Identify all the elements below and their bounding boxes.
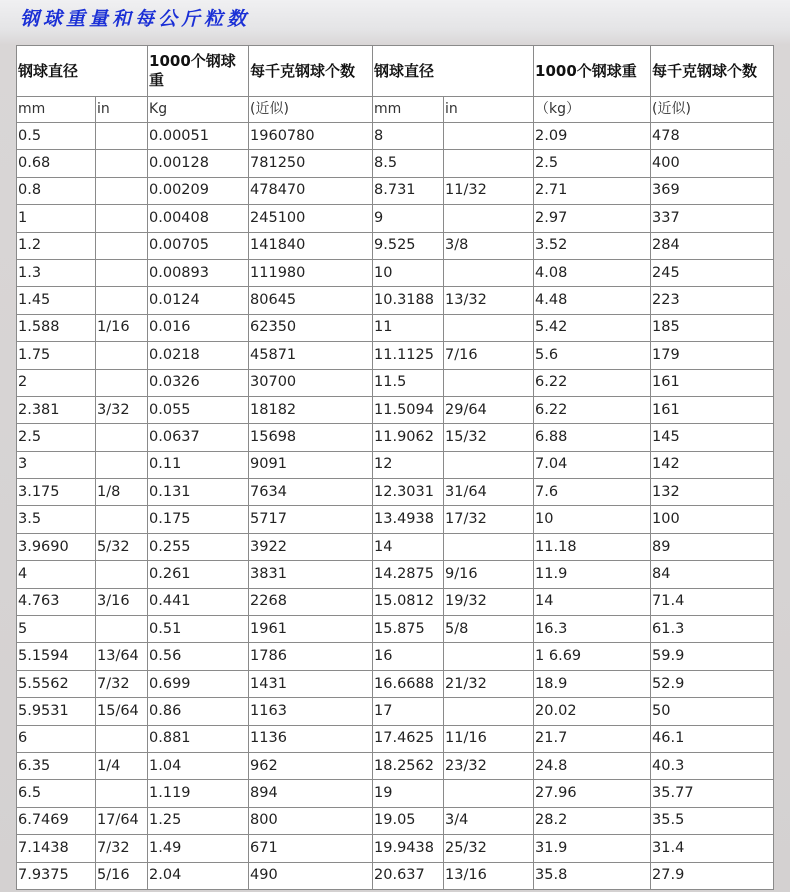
table-cell: 16.3: [534, 616, 651, 643]
table-cell: 478470: [249, 177, 373, 204]
unit-cell: (近似): [651, 97, 774, 123]
table-cell: 671: [249, 835, 373, 862]
table-cell: 284: [651, 232, 774, 259]
table-cell: 1.25: [148, 807, 249, 834]
table-cell: 0.5: [17, 123, 96, 150]
table-cell: 223: [651, 287, 774, 314]
table-cell: 13/32: [444, 287, 534, 314]
table-cell: 3831: [249, 561, 373, 588]
table-row: [17, 835, 774, 862]
table-cell: [444, 123, 534, 150]
table-cell: 0.0124: [148, 287, 249, 314]
table-cell: 185: [651, 314, 774, 341]
table-row: [17, 561, 774, 588]
table-cell: 0.51: [148, 616, 249, 643]
table-cell: 1/4: [96, 752, 148, 779]
table-cell: 1/16: [96, 314, 148, 341]
table-cell: [96, 205, 148, 232]
table-cell: [96, 342, 148, 369]
table-row: [17, 862, 774, 889]
table-cell: 46.1: [651, 725, 774, 752]
table-cell: [444, 150, 534, 177]
table-cell: 161: [651, 369, 774, 396]
table-cell: 30700: [249, 369, 373, 396]
table-row: [17, 725, 774, 752]
table-cell: 179: [651, 342, 774, 369]
table-cell: [96, 780, 148, 807]
table-cell: 0.00705: [148, 232, 249, 259]
table-cell: 27.96: [534, 780, 651, 807]
table-cell: [96, 232, 148, 259]
table-cell: 0.00209: [148, 177, 249, 204]
table-cell: 0.56: [148, 643, 249, 670]
table-cell: [96, 123, 148, 150]
table-cell: 35.5: [651, 807, 774, 834]
table-cell: 59.9: [651, 643, 774, 670]
table-cell: 7.9375: [17, 862, 96, 889]
table-cell: 0.00051: [148, 123, 249, 150]
table-cell: 17: [373, 698, 444, 725]
table-cell: 4.08: [534, 259, 651, 286]
table-cell: 490: [249, 862, 373, 889]
table-cell: 1.75: [17, 342, 96, 369]
table-cell: 962: [249, 752, 373, 779]
table-row: [17, 533, 774, 560]
table-cell: 3.175: [17, 479, 96, 506]
table-cell: 0.055: [148, 396, 249, 423]
table-cell: 8.731: [373, 177, 444, 204]
table-cell: [96, 177, 148, 204]
table-cell: 800: [249, 807, 373, 834]
table-cell: [96, 259, 148, 286]
table-cell: 40.3: [651, 752, 774, 779]
table-cell: [444, 259, 534, 286]
table-cell: 5.42: [534, 314, 651, 341]
table-cell: 13/64: [96, 643, 148, 670]
table-cell: [444, 698, 534, 725]
table-cell: 3.5: [17, 506, 96, 533]
table-cell: 11/32: [444, 177, 534, 204]
table-cell: 15/64: [96, 698, 148, 725]
table-cell: 15698: [249, 424, 373, 451]
table-cell: 13.4938: [373, 506, 444, 533]
table-cell: 9.525: [373, 232, 444, 259]
table-cell: 29/64: [444, 396, 534, 423]
table-cell: 1.04: [148, 752, 249, 779]
table-row: [17, 287, 774, 314]
header-count-right: 每千克钢球个数: [651, 46, 774, 97]
table-cell: 9/16: [444, 561, 534, 588]
table-cell: 5/8: [444, 616, 534, 643]
table-cell: 11.9: [534, 561, 651, 588]
table-cell: 7634: [249, 479, 373, 506]
table-cell: 8.5: [373, 150, 444, 177]
table-cell: 141840: [249, 232, 373, 259]
table-row: [17, 780, 774, 807]
table-cell: 6.22: [534, 369, 651, 396]
table-cell: 11/16: [444, 725, 534, 752]
table-cell: 18.2562: [373, 752, 444, 779]
table-cell: 7/32: [96, 835, 148, 862]
table-cell: 5.9531: [17, 698, 96, 725]
table-cell: 14.2875: [373, 561, 444, 588]
table-cell: 5.1594: [17, 643, 96, 670]
table-cell: [96, 616, 148, 643]
table-cell: 145: [651, 424, 774, 451]
table-cell: 16: [373, 643, 444, 670]
table-cell: 894: [249, 780, 373, 807]
table-cell: 14: [534, 588, 651, 615]
table-cell: 0.00408: [148, 205, 249, 232]
table-cell: 5.5562: [17, 670, 96, 697]
table-cell: 50: [651, 698, 774, 725]
table-row: [17, 150, 774, 177]
table-cell: 6.22: [534, 396, 651, 423]
table-cell: 6.88: [534, 424, 651, 451]
table-cell: 80645: [249, 287, 373, 314]
table-cell: 11.18: [534, 533, 651, 560]
table-cell: 3/32: [96, 396, 148, 423]
table-cell: 19.9438: [373, 835, 444, 862]
table-cell: 1.2: [17, 232, 96, 259]
table-cell: 17/32: [444, 506, 534, 533]
table-cell: 0.016: [148, 314, 249, 341]
table-cell: 15.875: [373, 616, 444, 643]
table-cell: [444, 314, 534, 341]
table-cell: 0.68: [17, 150, 96, 177]
table-cell: [96, 451, 148, 478]
table-cell: 142: [651, 451, 774, 478]
table-cell: 1.45: [17, 287, 96, 314]
header-weight: 1000个钢球重: [148, 46, 249, 97]
table-cell: 2.5: [534, 150, 651, 177]
table-row: [17, 670, 774, 697]
table-cell: 7.1438: [17, 835, 96, 862]
table-row: [17, 752, 774, 779]
table-cell: 17.4625: [373, 725, 444, 752]
table-cell: 0.699: [148, 670, 249, 697]
units-row: [17, 97, 774, 123]
table-cell: [96, 424, 148, 451]
table-cell: 21/32: [444, 670, 534, 697]
table-cell: [444, 643, 534, 670]
table-cell: 89: [651, 533, 774, 560]
table-cell: 5/16: [96, 862, 148, 889]
table-cell: 100: [651, 506, 774, 533]
table-cell: 2.71: [534, 177, 651, 204]
table-row: [17, 451, 774, 478]
table-row: [17, 369, 774, 396]
table-cell: 0.261: [148, 561, 249, 588]
table-row: [17, 177, 774, 204]
table-cell: 12: [373, 451, 444, 478]
table-cell: 5: [17, 616, 96, 643]
table-cell: 0.8: [17, 177, 96, 204]
table-cell: 15/32: [444, 424, 534, 451]
table-cell: 11: [373, 314, 444, 341]
table-row: [17, 123, 774, 150]
table-row: [17, 506, 774, 533]
table-cell: 6.35: [17, 752, 96, 779]
table-cell: 7.6: [534, 479, 651, 506]
table-cell: 3: [17, 451, 96, 478]
header-weight-right: 1000个钢球重: [534, 46, 651, 97]
table-cell: 23/32: [444, 752, 534, 779]
table-cell: 1961: [249, 616, 373, 643]
header-diameter-right: 钢球直径: [373, 46, 534, 97]
table-cell: 369: [651, 177, 774, 204]
table-cell: 4.763: [17, 588, 96, 615]
table-cell: 0.131: [148, 479, 249, 506]
table-cell: 3.9690: [17, 533, 96, 560]
table-cell: 245100: [249, 205, 373, 232]
table-cell: 13/16: [444, 862, 534, 889]
table-cell: 161: [651, 396, 774, 423]
table-cell: 4.48: [534, 287, 651, 314]
table-cell: 5717: [249, 506, 373, 533]
table-cell: 52.9: [651, 670, 774, 697]
table-cell: 1163: [249, 698, 373, 725]
table-cell: 5/32: [96, 533, 148, 560]
table-cell: 28.2: [534, 807, 651, 834]
table-cell: 0.175: [148, 506, 249, 533]
table-cell: 18.9: [534, 670, 651, 697]
table-cell: 2.09: [534, 123, 651, 150]
table-cell: 3/16: [96, 588, 148, 615]
unit-cell: mm: [373, 97, 444, 123]
table-row: [17, 232, 774, 259]
table-cell: 2.97: [534, 205, 651, 232]
table-cell: [444, 369, 534, 396]
table-cell: 3/4: [444, 807, 534, 834]
table-cell: [444, 533, 534, 560]
table-cell: 2.381: [17, 396, 96, 423]
table-cell: 400: [651, 150, 774, 177]
table-cell: 1.3: [17, 259, 96, 286]
table-row: [17, 616, 774, 643]
table-cell: 1/8: [96, 479, 148, 506]
table-cell: [444, 451, 534, 478]
table-cell: 781250: [249, 150, 373, 177]
table-cell: 61.3: [651, 616, 774, 643]
table-cell: 11.5: [373, 369, 444, 396]
table-cell: 16.6688: [373, 670, 444, 697]
table-cell: 19.05: [373, 807, 444, 834]
table-cell: [96, 561, 148, 588]
table-cell: 9091: [249, 451, 373, 478]
table-cell: 1.49: [148, 835, 249, 862]
table-cell: 2.5: [17, 424, 96, 451]
unit-cell: (近似): [249, 97, 373, 123]
table-cell: [444, 780, 534, 807]
table-cell: 245: [651, 259, 774, 286]
table-row: [17, 807, 774, 834]
table-cell: 19/32: [444, 588, 534, 615]
table-cell: 1 6.69: [534, 643, 651, 670]
table-cell: 0.00893: [148, 259, 249, 286]
table-cell: 0.255: [148, 533, 249, 560]
table-cell: 8: [373, 123, 444, 150]
table-cell: 62350: [249, 314, 373, 341]
header-diameter: 钢球直径: [17, 46, 148, 97]
table-cell: 10: [373, 259, 444, 286]
table-cell: 4: [17, 561, 96, 588]
table-cell: 0.11: [148, 451, 249, 478]
table-cell: 71.4: [651, 588, 774, 615]
table-cell: 19: [373, 780, 444, 807]
table-cell: 2.04: [148, 862, 249, 889]
table-cell: 1.119: [148, 780, 249, 807]
unit-cell: mm: [17, 97, 96, 123]
header-count: 每千克钢球个数: [249, 46, 373, 97]
table-cell: 132: [651, 479, 774, 506]
table-cell: 2: [17, 369, 96, 396]
table-cell: [96, 369, 148, 396]
unit-cell: （kg）: [534, 97, 651, 123]
table-cell: 337: [651, 205, 774, 232]
table-cell: 20.02: [534, 698, 651, 725]
table-cell: 0.881: [148, 725, 249, 752]
table-row: [17, 424, 774, 451]
table-cell: 0.441: [148, 588, 249, 615]
table-cell: 35.77: [651, 780, 774, 807]
table-cell: 1431: [249, 670, 373, 697]
table-row: [17, 588, 774, 615]
table-cell: 111980: [249, 259, 373, 286]
table-row: [17, 259, 774, 286]
table-cell: 31.4: [651, 835, 774, 862]
table-cell: [96, 287, 148, 314]
table-cell: 11.1125: [373, 342, 444, 369]
table-cell: 0.0218: [148, 342, 249, 369]
table-cell: 17/64: [96, 807, 148, 834]
table-cell: 15.0812: [373, 588, 444, 615]
unit-cell: Kg: [148, 97, 249, 123]
table-cell: 10: [534, 506, 651, 533]
table-row: [17, 479, 774, 506]
table-cell: [96, 150, 148, 177]
table-cell: 1: [17, 205, 96, 232]
table-cell: 0.0637: [148, 424, 249, 451]
table-cell: 7/32: [96, 670, 148, 697]
table-cell: 6.7469: [17, 807, 96, 834]
table-cell: 18182: [249, 396, 373, 423]
table-cell: 31.9: [534, 835, 651, 862]
unit-cell: in: [96, 97, 148, 123]
table-cell: 0.86: [148, 698, 249, 725]
table-cell: 1.588: [17, 314, 96, 341]
table-cell: 14: [373, 533, 444, 560]
table-cell: [444, 205, 534, 232]
table-cell: 9: [373, 205, 444, 232]
table-cell: 11.5094: [373, 396, 444, 423]
table-cell: 35.8: [534, 862, 651, 889]
table-row: [17, 396, 774, 423]
table-cell: 3922: [249, 533, 373, 560]
table-cell: 21.7: [534, 725, 651, 752]
table-cell: 0.0326: [148, 369, 249, 396]
table-cell: 11.9062: [373, 424, 444, 451]
table-cell: [96, 506, 148, 533]
table-row: [17, 205, 774, 232]
table-cell: 3/8: [444, 232, 534, 259]
table-cell: 0.00128: [148, 150, 249, 177]
table-cell: 2268: [249, 588, 373, 615]
table-cell: 45871: [249, 342, 373, 369]
table-cell: 6: [17, 725, 96, 752]
table-row: [17, 643, 774, 670]
table-cell: 24.8: [534, 752, 651, 779]
table-cell: [96, 725, 148, 752]
table-cell: 1136: [249, 725, 373, 752]
table-cell: 7.04: [534, 451, 651, 478]
table-cell: 31/64: [444, 479, 534, 506]
table-cell: 84: [651, 561, 774, 588]
table-cell: 1960780: [249, 123, 373, 150]
table-cell: 20.637: [373, 862, 444, 889]
table-cell: 25/32: [444, 835, 534, 862]
table-cell: 478: [651, 123, 774, 150]
table-cell: 1786: [249, 643, 373, 670]
table-cell: 10.3188: [373, 287, 444, 314]
table-cell: 7/16: [444, 342, 534, 369]
table-cell: 12.3031: [373, 479, 444, 506]
table-row: [17, 314, 774, 341]
page-title: 钢球重量和每公斤粒数: [20, 8, 251, 30]
table-cell: 27.9: [651, 862, 774, 889]
table-row: [17, 342, 774, 369]
table-cell: 6.5: [17, 780, 96, 807]
table-cell: 5.6: [534, 342, 651, 369]
header-row: [17, 46, 774, 97]
table-row: [17, 698, 774, 725]
table-cell: 3.52: [534, 232, 651, 259]
steel-ball-table: [16, 45, 774, 890]
unit-cell: in: [444, 97, 534, 123]
